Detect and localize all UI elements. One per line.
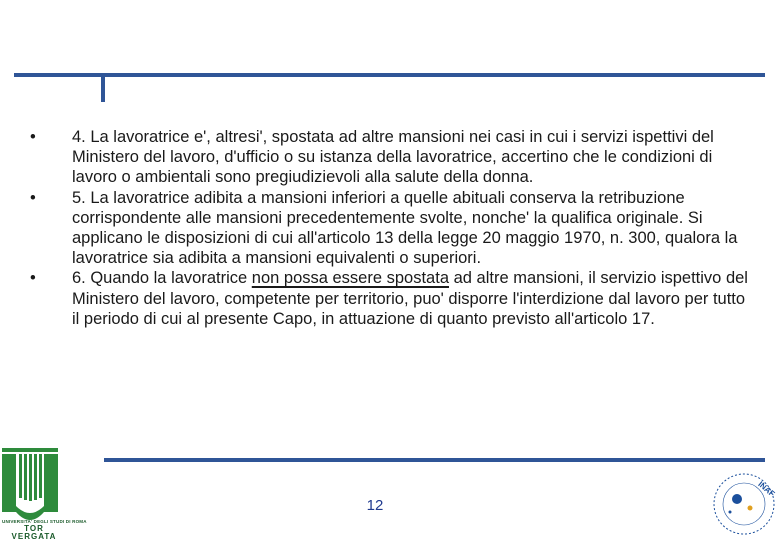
page-number: 12 <box>366 497 384 514</box>
university-logo-caption-line: UNIVERSITA' DEGLI STUDI DI ROMA <box>2 519 87 524</box>
top-divider-tick <box>101 73 105 102</box>
slide-body <box>30 127 750 329</box>
bullet-text-start: 6. Quando la lavoratrice <box>72 269 252 288</box>
bottom-divider-line <box>104 458 765 462</box>
bullet-marker: • <box>30 269 36 288</box>
bullet-item <box>30 188 750 269</box>
bullet-marker: • <box>30 128 36 146</box>
inaf-logo-text: INAF <box>756 479 777 499</box>
university-logo-caption-line: TOR VERGATA <box>11 524 57 541</box>
bullet-marker: • <box>30 188 36 207</box>
top-divider-line <box>14 73 765 77</box>
inaf-logo-icon <box>706 466 780 538</box>
bullet-item <box>30 127 750 188</box>
bullet-text-underlined: non possa essere spostata <box>251 269 449 288</box>
bullet-text-end: ad altre mansioni, il servizio ispettivo del Ministero del lavoro, competente per territorio, puo' disporre l'interdizione dal lavoro per tutto il periodo di cui al presente Capo, in attuazione di quanto previsto all'articolo 17. <box>72 269 748 328</box>
university-logo-caption <box>2 519 87 541</box>
bullet-text: 5. La lavoratrice adibita a mansioni inferiori a quelle abituali conserva la retribuzione corrispondente alle mansioni precedentemente svolte, nonche' la qualifica originale. Si applicano le disposizioni di cui all'articolo 13 della legge 20 maggio 1970, n. 300, qualora la lavoratrice sia adibita a mansioni equivalenti o superiori. <box>72 188 738 268</box>
bullet-text: 4. La lavoratrice e', altresi', spostata ad altre mansioni nei casi in cui i servizi ispettivi del Ministero del lavoro, d'ufficio o su istanza della lavoratrice, accertino che le condizioni di lavoro o ambientali sono pregiudizievoli alla salute della donna. <box>72 128 714 187</box>
bullet-item <box>30 268 750 329</box>
